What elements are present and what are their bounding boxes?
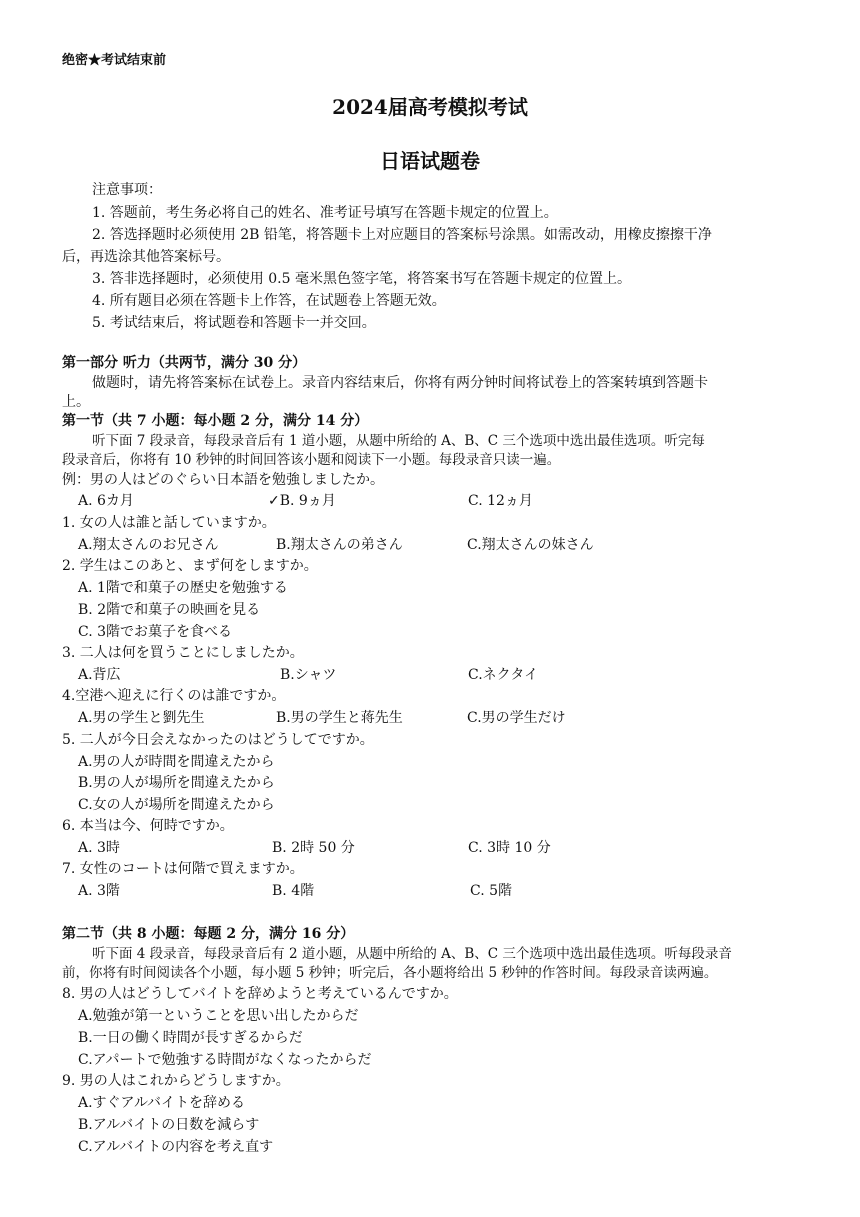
- part1-intro: 上。: [62, 394, 90, 410]
- note-item: 2. 答选择题时必须使用 2B 铅笔，将答题卡上对应题目的答案标号涂黑。如需改动，用橡皮擦擦干净: [92, 227, 712, 243]
- note-item: 3. 答非选择题时，必须使用 0.5 毫米黑色签字笔，将答案书写在答题卡规定的位置上。: [92, 271, 631, 287]
- q3-option-c: C.ネクタイ: [468, 667, 539, 683]
- q6-option-a: A. 3時: [78, 840, 120, 856]
- question-8: 8. 男の人はどうしてバイトを辞めようと考えているんですか。: [62, 986, 458, 1002]
- q4-option-b: B.男の学生と蒋先生: [276, 710, 403, 726]
- q3-option-b: B.シャツ: [280, 667, 337, 683]
- q7-option-c: C. 5階: [470, 883, 513, 899]
- section1-intro: 段录音后，你将有 10 秒钟的时间回答该小题和阅读下一小题。每段录音只读一遍。: [62, 452, 561, 468]
- q3-option-a: A.背広: [78, 667, 121, 683]
- q7-option-b: B. 4階: [272, 883, 315, 899]
- note-item: 后，再选涂其他答案标号。: [62, 249, 230, 265]
- q9-option-b: B.アルバイトの日数を減らす: [78, 1117, 260, 1133]
- q5-option-a: A.男の人が時間を間違えたから: [78, 754, 275, 770]
- section2-intro: 前，你将有时间阅读各个小题，每小题 5 秒钟；听完后，各小题将给出 5 秒钟的作答时间。每段录音读两遍。: [62, 965, 718, 981]
- q2-option-c: C. 3階でお菓子を食べる: [78, 624, 233, 640]
- exam-title: 2024届高考模拟考试: [332, 95, 528, 119]
- question-3: 3. 二人は何を買うことにしましたか。: [62, 645, 304, 661]
- q8-option-c: C.アパートで勉強する時間がなくなったからだ: [78, 1052, 372, 1068]
- part1-heading: 第一部分 听力（共两节，满分 30 分）: [62, 355, 307, 371]
- q2-option-a: A. 1階で和菓子の歴史を勉強する: [78, 580, 288, 596]
- question-6: 6. 本当は今、何時ですか。: [62, 818, 234, 834]
- notes-heading: 注意事项：: [92, 182, 162, 198]
- q6-option-c: C. 3時 10 分: [468, 840, 551, 856]
- confidential-label: 绝密★考试结束前: [62, 53, 167, 68]
- example-option-a: A. 6カ月: [78, 493, 134, 509]
- q7-option-a: A. 3階: [78, 883, 120, 899]
- q5-option-b: B.男の人が場所を間違えたから: [78, 775, 275, 791]
- part1-intro: 做题时，请先将答案标在试卷上。录音内容结束后，你将有两分钟时间将试卷上的答案转填到答题卡: [92, 375, 708, 391]
- note-item: 1. 答题前，考生务必将自己的姓名、准考证号填写在答题卡规定的位置上。: [92, 205, 558, 221]
- q4-option-c: C.男の学生だけ: [467, 710, 566, 726]
- q2-option-b: B. 2階で和菓子の映画を見る: [78, 602, 261, 618]
- example-option-b: ✓B. 9ヵ月: [268, 493, 336, 509]
- example-question: 例：男の人はどのぐらい日本語を勉強しましたか。: [62, 472, 384, 488]
- note-item: 4. 所有题目必须在答题卡上作答，在试题卷上答题无效。: [92, 293, 446, 309]
- q5-option-c: C.女の人が場所を間違えたから: [78, 797, 275, 813]
- section2-heading: 第二节（共 8 小题：每题 2 分，满分 16 分）: [62, 926, 355, 942]
- question-9: 9. 男の人はこれからどうしますか。: [62, 1073, 290, 1089]
- section1-heading: 第一节（共 7 小题：每小题 2 分，满分 14 分）: [62, 413, 369, 429]
- question-5: 5. 二人が今日会えなかったのはどうしてですか。: [62, 732, 374, 748]
- question-2: 2. 学生はこのあと、まず何をしますか。: [62, 558, 318, 574]
- section2-intro: 听下面 4 段录音，每段录音后有 2 道小题，从题中所给的 A、B、C 三个选项中选出最佳选项。听每段录音: [92, 946, 732, 962]
- q6-option-b: B. 2時 50 分: [272, 840, 355, 856]
- q9-option-c: C.アルバイトの内容を考え直す: [78, 1139, 274, 1155]
- question-7: 7. 女性のコートは何階で買えますか。: [62, 861, 304, 877]
- q1-option-a: A.翔太さんのお兄さん: [78, 537, 219, 553]
- q1-option-b: B.翔太さんの弟さん: [276, 537, 403, 553]
- section1-intro: 听下面 7 段录音，每段录音后有 1 道小题，从题中所给的 A、B、C 三个选项中选出最佳选项。听完每: [92, 433, 705, 449]
- note-item: 5. 考试结束后，将试题卷和答题卡一并交回。: [92, 315, 376, 331]
- q8-option-a: A.勉強が第一ということを思い出したからだ: [78, 1008, 359, 1024]
- q8-option-b: B.一日の働く時間が長すぎるからだ: [78, 1030, 303, 1046]
- question-4: 4.空港へ迎えに行くのは誰ですか。: [62, 688, 286, 704]
- q9-option-a: A.すぐアルバイトを辞める: [78, 1095, 246, 1111]
- question-1: 1. 女の人は誰と話していますか。: [62, 515, 276, 531]
- q4-option-a: A.男の学生と劉先生: [78, 710, 205, 726]
- q1-option-c: C.翔太さんの妹さん: [467, 537, 594, 553]
- example-option-c: C. 12ヵ月: [468, 493, 533, 509]
- exam-subtitle: 日语试题卷: [380, 149, 480, 173]
